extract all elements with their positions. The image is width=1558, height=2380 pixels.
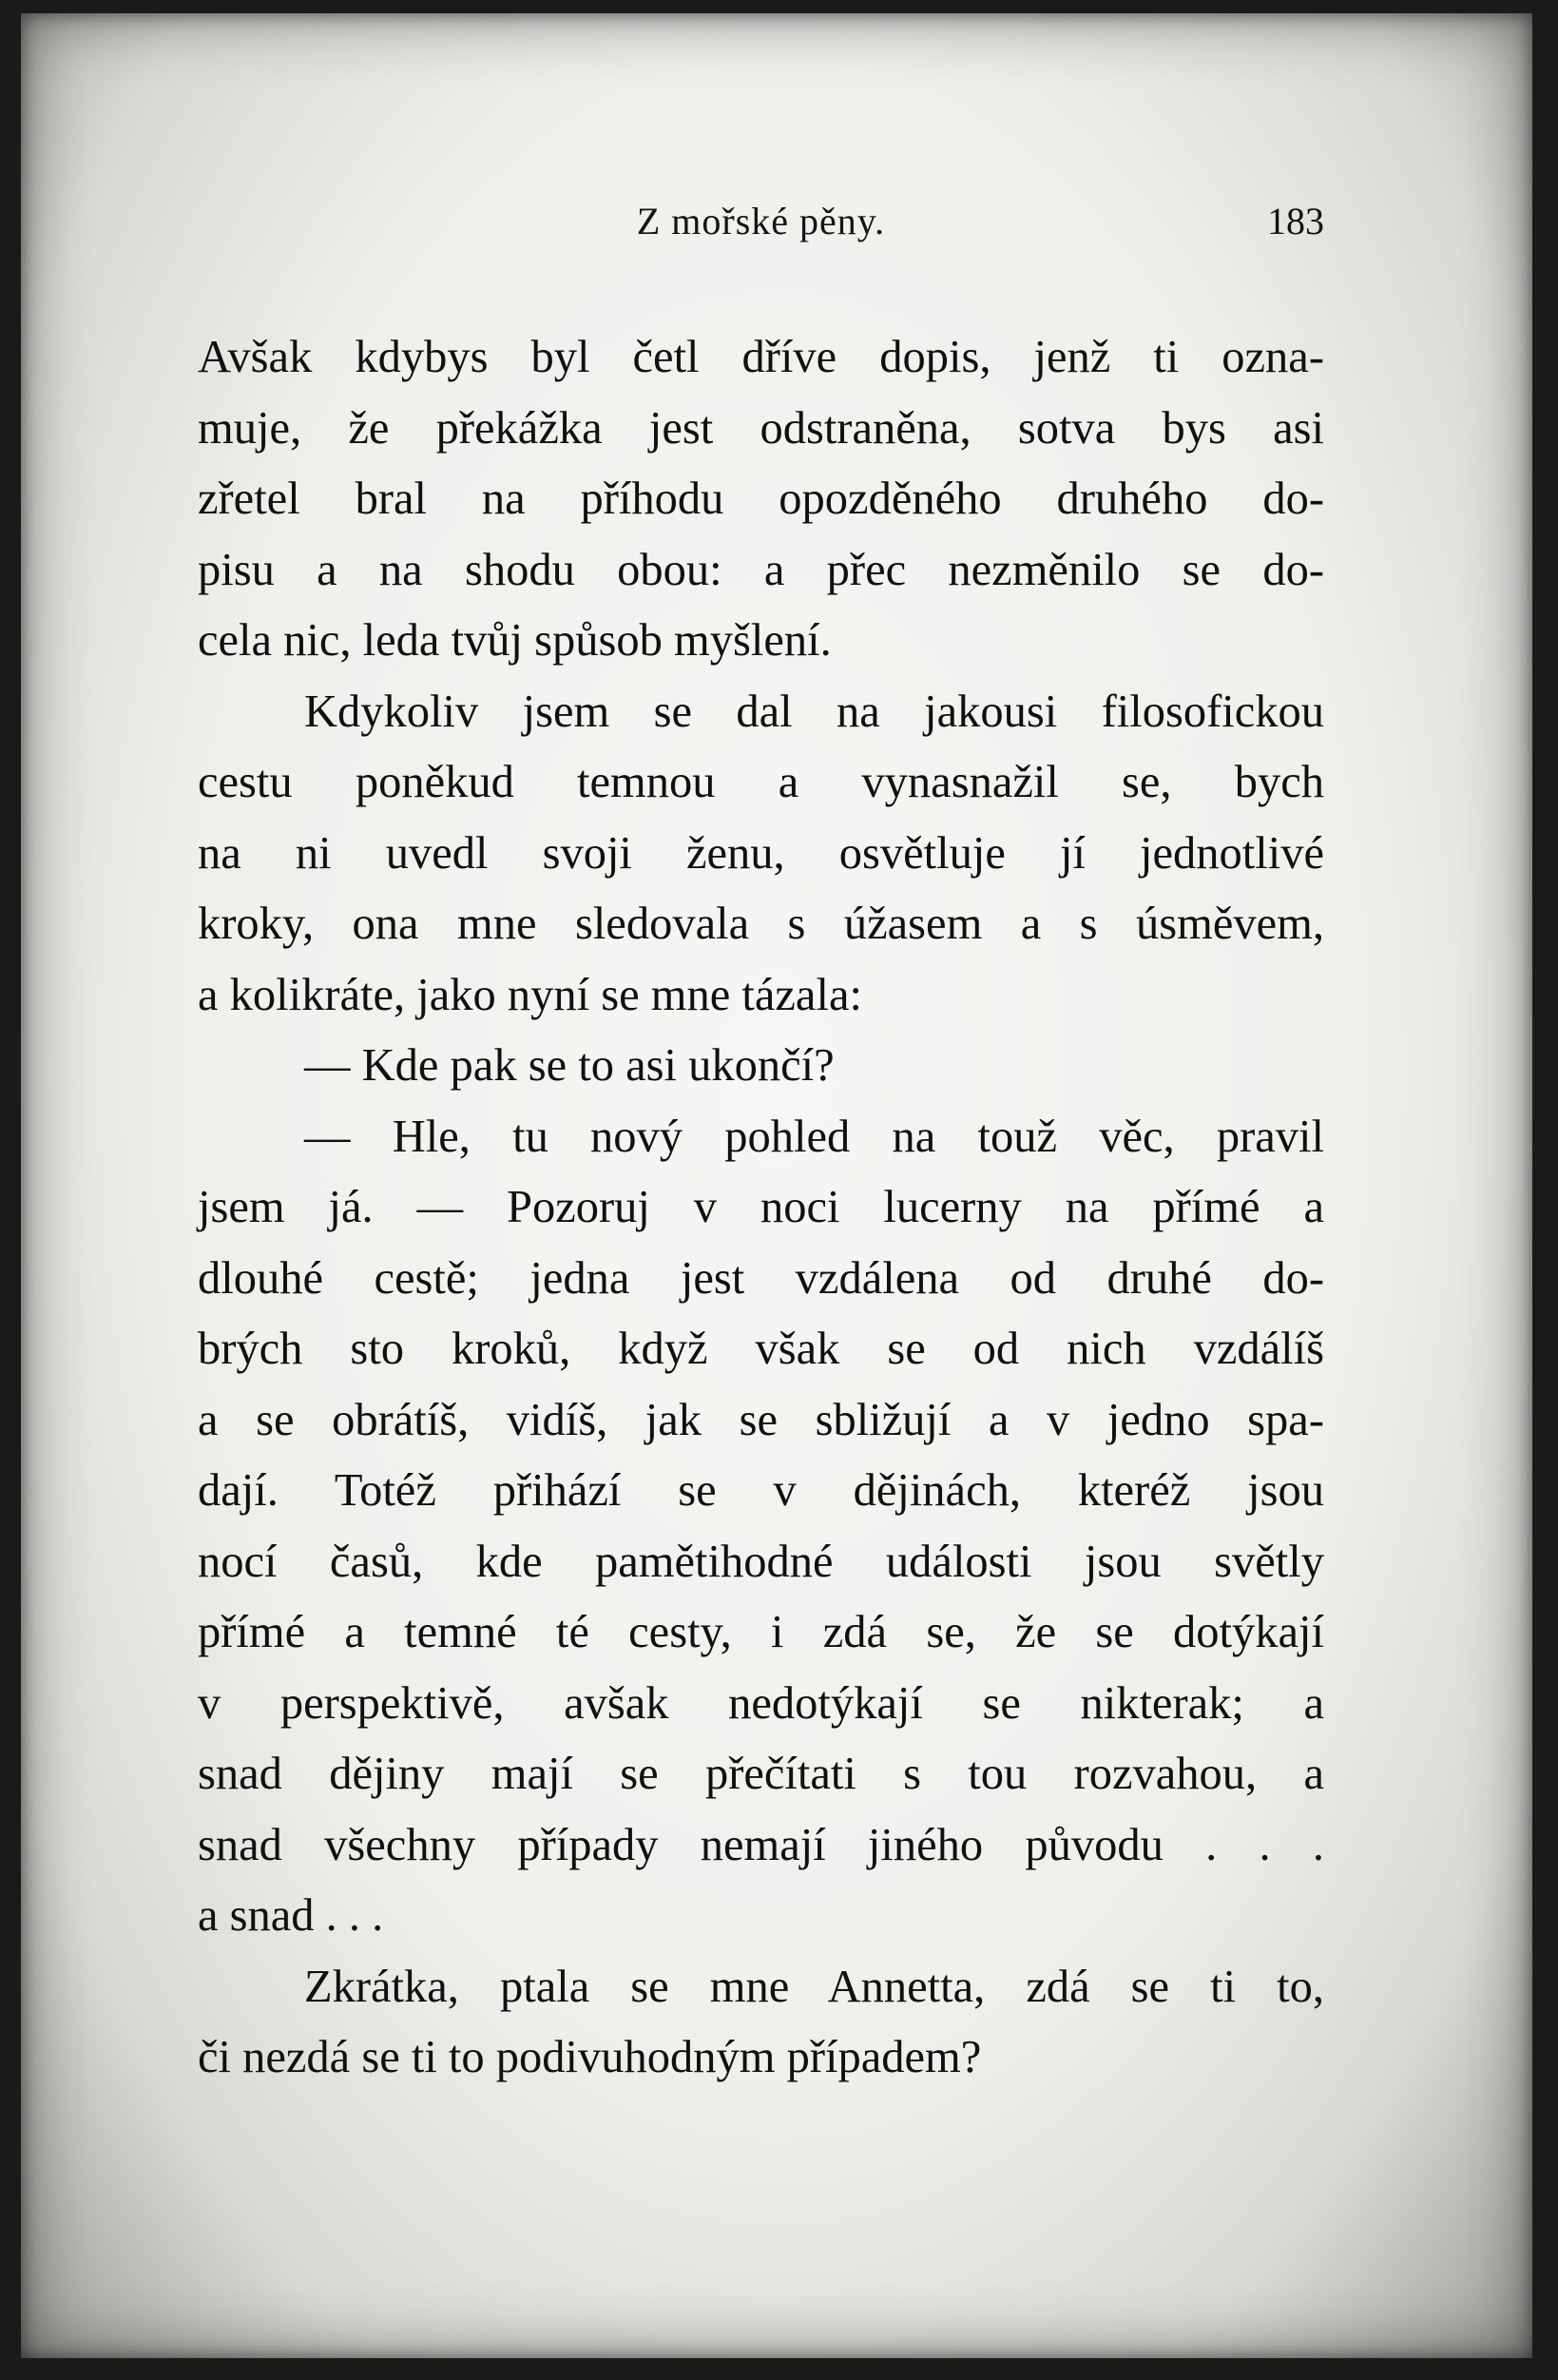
- text-line: přímé a temné té cesty, i zdá se, že se dotýkají: [198, 1607, 1324, 1657]
- text-line: cestu poněkud temnou a vynasnažil se, bych: [198, 757, 1324, 807]
- text-line: pisu a na shodu obou: a přec nezměnilo se do-: [198, 544, 1324, 595]
- text-line: brých sto kroků, když však se od nich vzdálíš: [198, 1324, 1324, 1374]
- page-number: 183: [1267, 200, 1324, 242]
- text-line: Kdykoliv jsem se dal na jakousi filosofickou: [304, 686, 1324, 737]
- running-title: Z mořské pěny.: [636, 200, 886, 242]
- text-line: a snad . . .: [198, 1890, 384, 1941]
- text-line: a se obrátíš, vidíš, jak se sbližují a v jedno spa-: [198, 1394, 1324, 1445]
- text-line: kroky, ona mne sledovala s úžasem a s úsměvem,: [198, 899, 1324, 949]
- text-line: a kolikráte, jako nyní se mne tázala:: [198, 969, 862, 1020]
- text-line: v perspektivě, avšak nedotýkají se nikterak; a: [198, 1677, 1324, 1729]
- text-line: zřetel bral na příhodu opozděného druhého do-: [198, 474, 1324, 524]
- text-line: dlouhé cestě; jedna jest vzdálena od druhé do-: [198, 1252, 1324, 1304]
- body-text: [198, 322, 1324, 2094]
- book-page: [21, 13, 1532, 2358]
- text-line: či nezdá se ti to podivuhodným případem?: [198, 2032, 982, 2082]
- text-line: nocí časů, kde pamětihodné události jsou světly: [198, 1536, 1324, 1587]
- text-line: cela nic, leda tvůj spůsob myšlení.: [198, 615, 832, 666]
- text-line: dají. Totéž přihází se v dějinách, kteréž jsou: [198, 1465, 1324, 1516]
- text-line: snad dějiny mají se přečítati s tou rozvahou, a: [198, 1749, 1324, 1799]
- text-line: snad všechny případy nemají jiného původu . . .: [198, 1819, 1324, 1870]
- text-line: na ni uvedl svoji ženu, osvětluje jí jednotlivé: [198, 827, 1324, 879]
- text-line: Zkrátka, ptala se mne Annetta, zdá se ti to,: [304, 1961, 1324, 2012]
- text-line: — Hle, tu nový pohled na touž věc, pravil: [304, 1111, 1324, 1162]
- text-line: muje, že překážka jest odstraněna, sotva bys asi: [198, 402, 1324, 454]
- text-line: jsem já. — Pozoruj v noci lucerny na přímé a: [198, 1182, 1324, 1232]
- text-line: — Kde pak se to asi ukončí?: [304, 1040, 835, 1091]
- text-line: Avšak kdybys byl četl dříve dopis, jenž ti ozna-: [198, 332, 1324, 382]
- page-header: [198, 199, 1324, 256]
